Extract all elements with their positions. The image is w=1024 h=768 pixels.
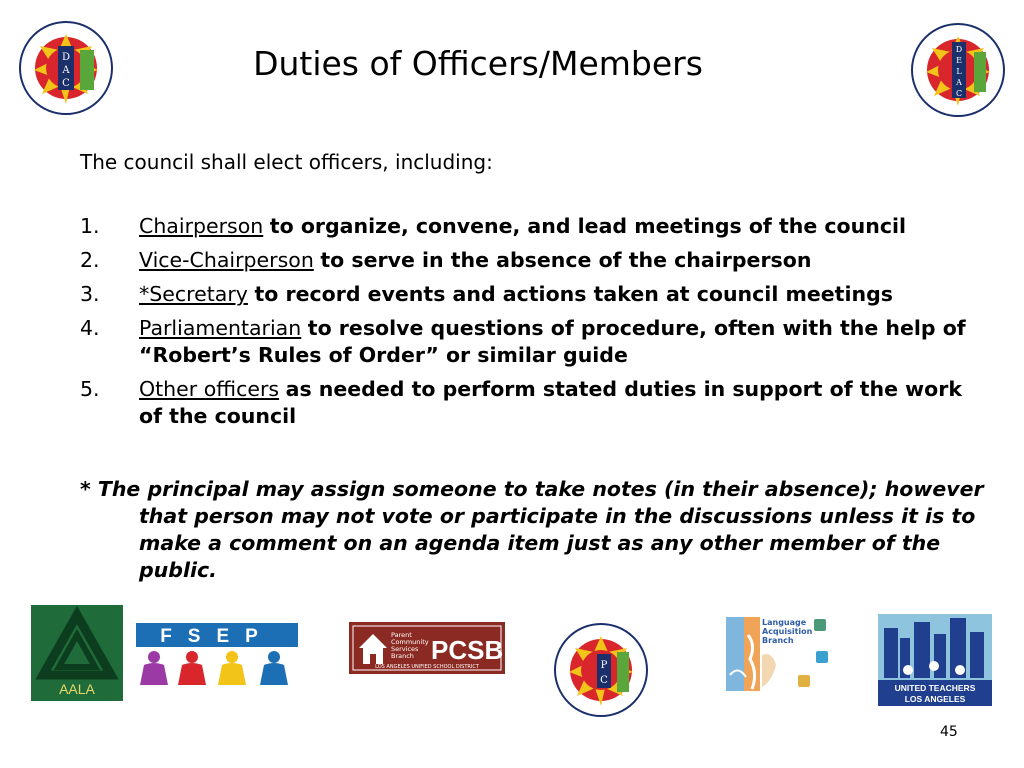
delac-seal-logo: [910, 20, 1006, 120]
duty-number: 3.: [80, 282, 100, 306]
pc-letter-p: P: [600, 660, 608, 671]
dac-letter-d: D: [61, 52, 71, 63]
pc-seal-logo: [553, 616, 649, 724]
dac-letter-a: A: [62, 65, 70, 76]
fsep-logo: [136, 623, 298, 685]
delac-letter-5: C: [955, 89, 963, 98]
utla-logo: [878, 614, 992, 706]
duty-role: *Secretary: [139, 282, 248, 306]
aala-logo: [31, 605, 123, 701]
secretary-note: * The principal may assign someone to take notes (in their absence); however that person may not vote or participate in the discussions unless it is to make a comment on an agenda item just as any other member of the public.: [80, 477, 984, 582]
delac-letter-1: D: [955, 45, 963, 54]
dac-letter-c: C: [62, 78, 70, 89]
duty-number: 2.: [80, 248, 100, 272]
delac-letter-4: A: [956, 78, 962, 87]
lab-line-1: Language: [762, 618, 807, 627]
aala-label: AALA: [59, 681, 95, 697]
duty-number: 4.: [80, 316, 100, 340]
pcsb-small-3: Services: [391, 645, 419, 653]
pcsb-small-1: Parent: [391, 631, 412, 639]
slide-title: Duties of Officers/Members: [253, 44, 703, 83]
duty-role: Vice-Chairperson: [139, 248, 314, 272]
duty-item: [80, 247, 980, 274]
delac-letter-2: E: [956, 56, 962, 65]
utla-line-1: UNITED TEACHERS: [894, 683, 976, 693]
duty-number: 1.: [80, 214, 100, 238]
delac-letter-3: L: [956, 67, 962, 76]
duty-item: [80, 315, 980, 369]
fsep-label: FSEP: [160, 626, 274, 647]
intro-text: The council shall elect officers, including:: [80, 150, 493, 174]
duty-description: as needed to perform stated duties in support of the work of the council: [139, 377, 962, 428]
utla-line-2: LOS ANGELES: [904, 694, 966, 704]
pcsb-small-2: Community: [391, 638, 429, 646]
duty-description: to record events and actions taken at council meetings: [254, 282, 893, 306]
page-number: 45: [940, 724, 958, 740]
lab-line-2: Acquisition: [762, 627, 813, 636]
duty-description: to serve in the absence of the chairperson: [320, 248, 812, 272]
duty-role: Chairperson: [139, 214, 264, 238]
language-acquisition-branch-logo: [726, 615, 832, 695]
duty-item: [80, 213, 980, 240]
duty-item: [80, 376, 980, 430]
pcsb-bottom: LOS ANGELES UNIFIED SCHOOL DISTRICT: [375, 664, 479, 670]
duty-role: Other officers: [139, 377, 280, 401]
duty-description: to resolve questions of procedure, often with the help of “Robert’s Rules of Order” or similar guide: [139, 316, 966, 367]
duty-role: Parliamentarian: [139, 316, 302, 340]
duties-list: [80, 213, 980, 437]
lab-line-3: Branch: [762, 636, 794, 645]
pcsb-small-4: Branch: [391, 652, 414, 660]
duty-item: [80, 281, 980, 308]
duty-number: 5.: [80, 377, 100, 401]
pc-letter-c: C: [600, 675, 608, 686]
duty-description: to organize, convene, and lead meetings of the council: [269, 214, 907, 238]
pcsb-big: PCSB: [431, 635, 504, 665]
pcsb-logo: [349, 622, 505, 674]
